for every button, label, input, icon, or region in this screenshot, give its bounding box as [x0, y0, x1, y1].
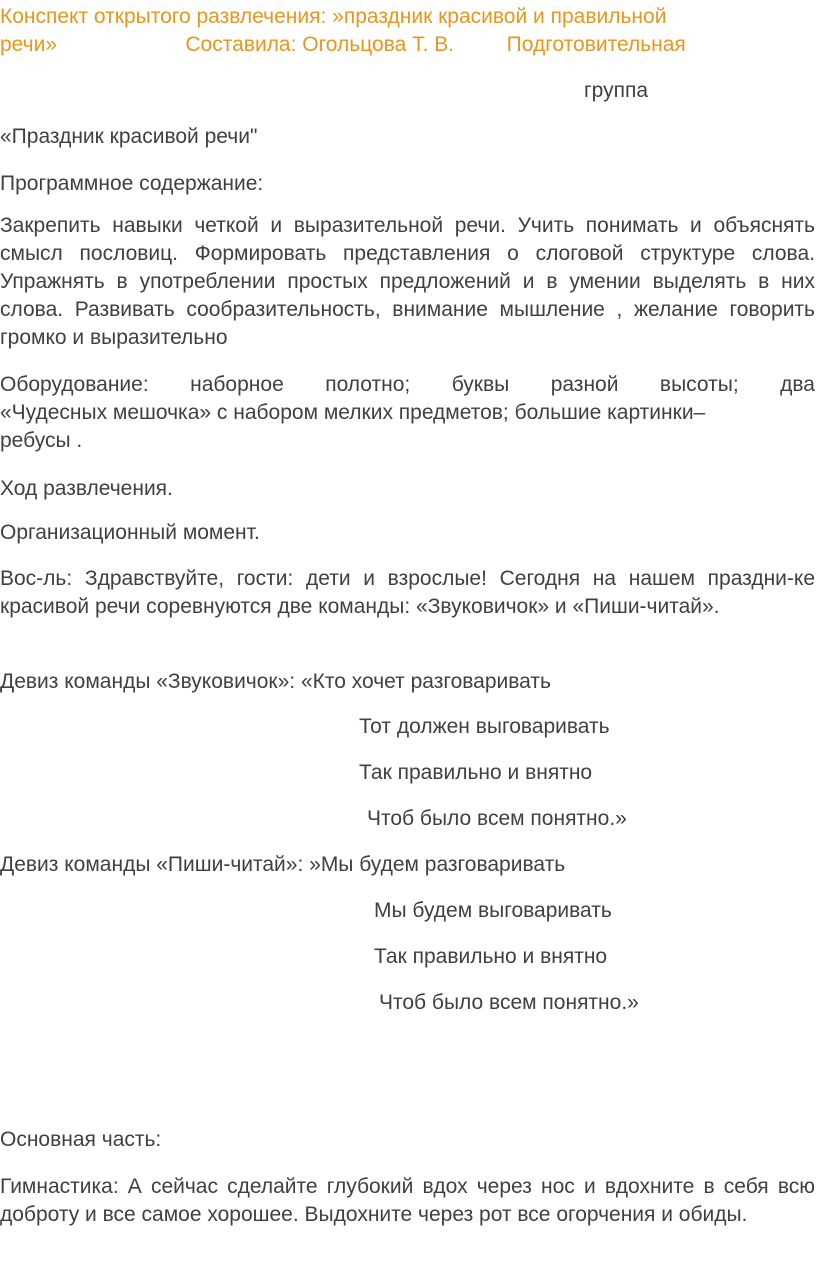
- program-heading: Программное содержание:: [0, 172, 264, 195]
- equipment-line-3: ребусы .: [0, 429, 83, 452]
- org-moment-heading: Организационный момент.: [0, 521, 260, 544]
- motto2-line-1: Девиз команды «Пиши-читай»: »Мы будем разговаривать: [0, 853, 566, 876]
- document-title: [0, 3, 814, 59]
- title-line-2: [0, 31, 814, 59]
- motto1-line-1: Девиз команды «Звуковичок»: «Кто хочет разговаривать: [0, 670, 551, 693]
- program-text: Закрепить навыки четкой и выразительной речи. Учить понимать и объяснять смысл пословиц. Формировать представления о слоговой структуре слова. Упражнять в употреблении простых предложений и в умении выделять в них слова. Развивать сообразительность, внимание мышление , желание говорить громко и выразительно: [0, 214, 815, 349]
- equipment-line-2: «Чудесных мешочка» с набором мелких предметов; большие картинки–: [0, 401, 706, 424]
- title-line-1: Конспект открытого развлечения: »праздник красивой и правильной: [0, 5, 667, 28]
- author: Составила: Огольцова Т. В.: [185, 33, 455, 56]
- motto1-line-2: Тот должен выговаривать: [359, 715, 610, 738]
- title-reche: речи»: [0, 33, 58, 56]
- motto2-line-3: Так правильно и внятно: [374, 945, 608, 968]
- gymnastics-text: Гимнастика: А сейчас сделайте глубокий вдох через нос и вдохните в себя всю доброту и все самое хорошее. Выдохните через рот все огорчения и обиды.: [0, 1175, 815, 1226]
- group-label: группа: [584, 79, 649, 102]
- main-part-heading: Основная часть:: [0, 1128, 162, 1151]
- subtitle: «Праздник красивой речи": [0, 125, 258, 148]
- motto1-line-4: Чтоб было всем понятно.»: [367, 807, 627, 830]
- motto2-line-2: Мы будем выговаривать: [374, 899, 612, 922]
- group-prefix: Подготовительная: [506, 33, 686, 56]
- equipment-line-1: Оборудование: наборное полотно; буквы разной высоты; два: [0, 373, 815, 396]
- motto2-line-4: Чтоб было всем понятно.»: [379, 991, 639, 1014]
- course-heading: Ход развлечения.: [0, 477, 173, 500]
- motto1-line-3: Так правильно и внятно: [359, 761, 593, 784]
- greeting-text: Вос-ль: Здравствуйте, гости: дети и взрослые! Сегодня на нашем праздни-ке красивой речи соревнуются две команды: «Звуковичок» и «Пиши-читай».: [0, 567, 815, 618]
